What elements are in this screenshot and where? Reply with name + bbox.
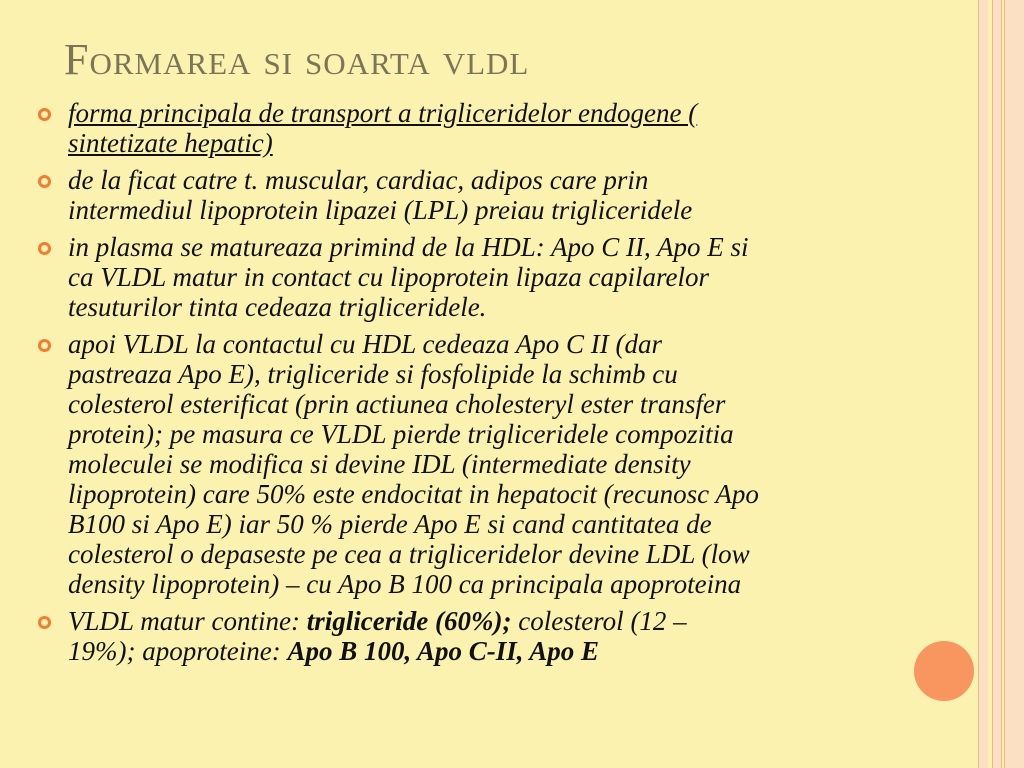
ring-bullet-icon [38,616,51,629]
decor-stripe [978,0,988,768]
bullet-text: in plasma se matureaza primind de la HDL: Apo C II, Apo E si ca VLDL matur in contact cu lipoprotein lipaza capilarelor tesuturilor tinta cedeaza trigliceridele. [68,232,749,322]
bullet-text: forma principala de transport a trigliceridelor endogene ( sintetizate hepatic) [68,98,698,158]
bullet-text-bold: Apo B 100, Apo C-II, Apo E [287,636,600,666]
bullet-item [38,232,978,322]
bullet-text: apoi VLDL la contactul cu HDL cedeaza Apo C II (dar pastreaza Apo E), trigliceride si fosfolipide la schimb cu colesterol esterificat (prin actiunea cholesteryl ester transfer protein); pe masura ce VLDL pierde trigliceridele compozitia moleculei se modifica si devine IDL (intermediate density lipoprotein) care 50% este endocitat in hepatocit (recunosc Apo B100 si Apo E) iar 50 % pierde Apo E si cand cantitatea de colesterol o depaseste pe cea a trigliceridelor devine LDL (low density lipoprotein) – cu Apo B 100 ca principala apoproteina [68,329,759,599]
ring-bullet-icon [38,108,51,121]
decor-stripe [992,0,1002,768]
bullet-text-part: VLDL matur contine: [68,606,307,636]
bullet-item [38,606,978,666]
ring-bullet-icon [38,175,51,188]
bullet-item [38,329,978,599]
bullet-text: de la ficat catre t. muscular, cardiac, adipos care prin intermediul lipoprotein lipazei (LPL) preiau trigliceridele [68,165,693,225]
bullet-item [38,98,978,158]
bullet-item [38,165,978,225]
bullet-text-bold: trigliceride (60%); [306,606,512,636]
decor-circle [914,641,974,701]
ring-bullet-icon [38,339,51,352]
slide-title: Formarea si soarta vldl [64,35,530,84]
bullet-text-part: colesterol (12 – 19%); apoproteine: [68,606,687,666]
decor-stripe [1004,0,1024,768]
ring-bullet-icon [38,242,51,255]
bullet-list [38,98,978,673]
bullet-text [68,606,978,666]
